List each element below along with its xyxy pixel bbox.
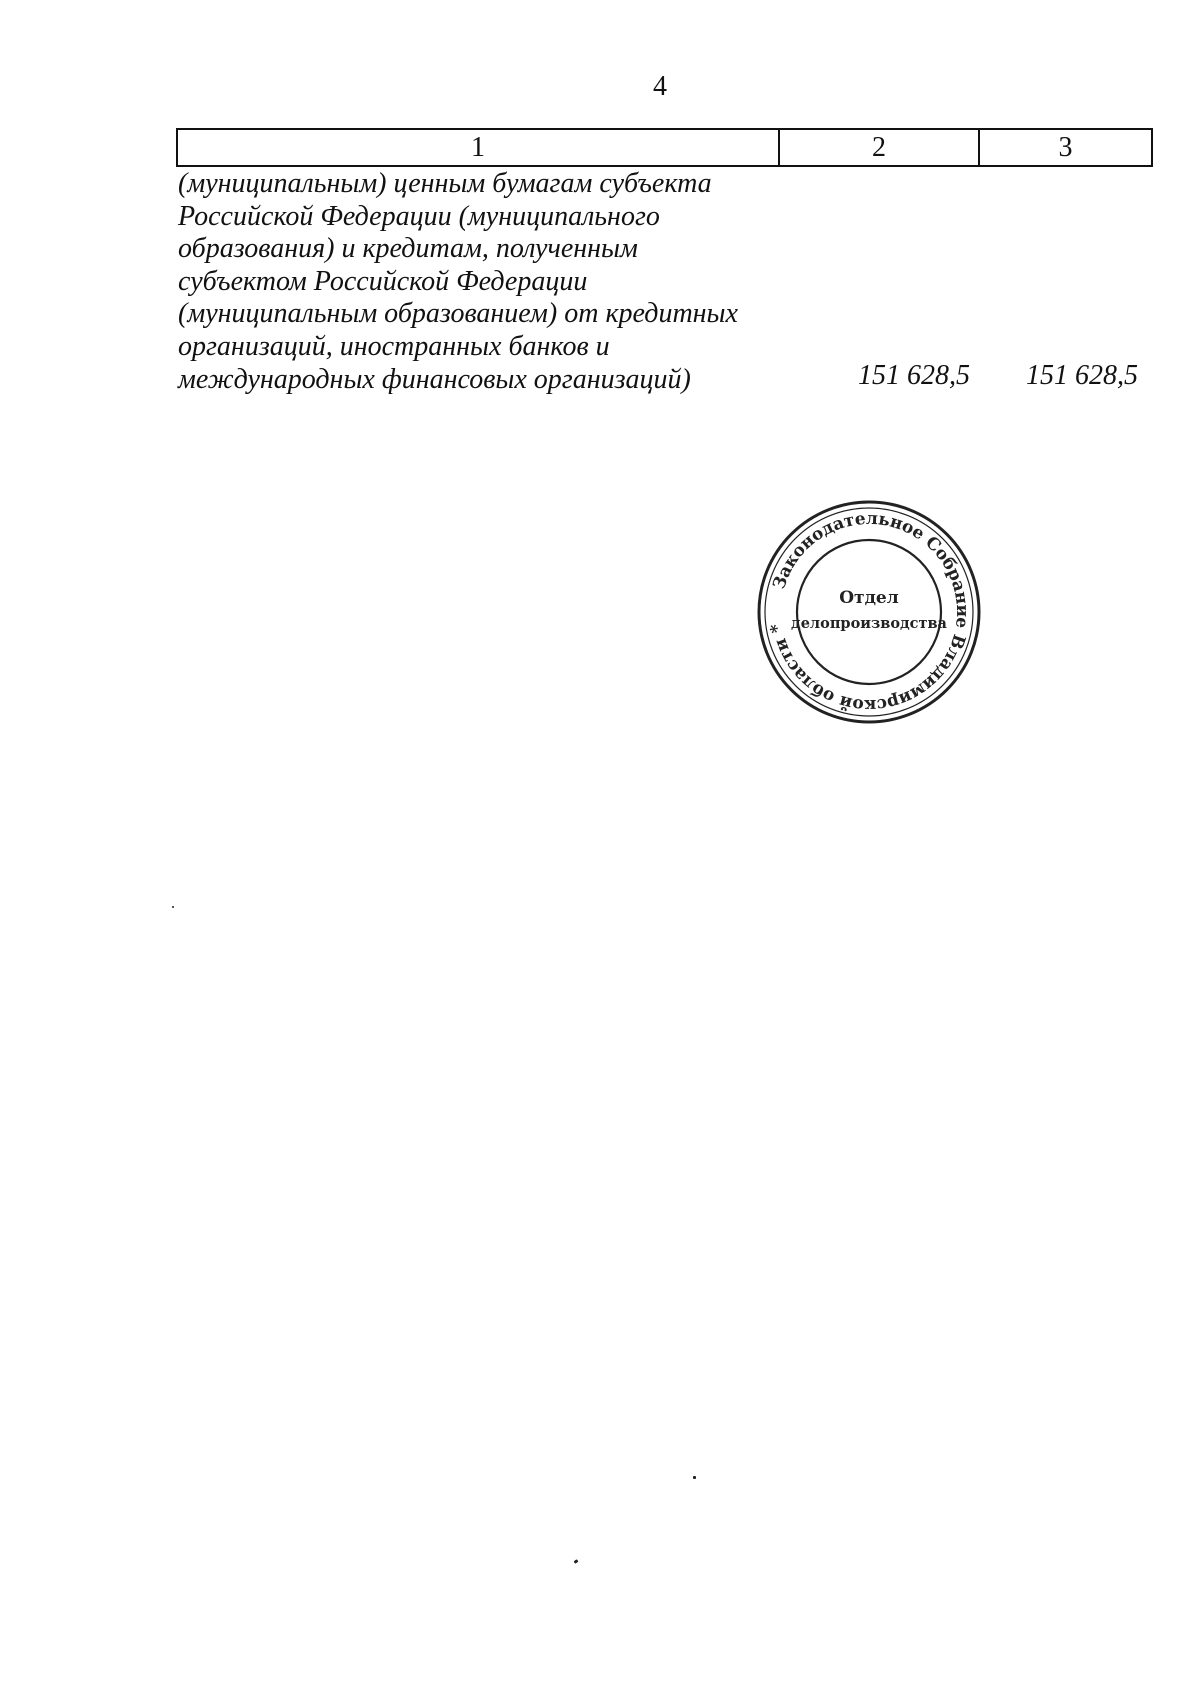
- stamp-ring-text: Законодательное Собрание Владимирской области *: [766, 508, 973, 716]
- row-description-line: (муниципальным образованием) от кредитных: [178, 298, 738, 330]
- column-header-3: 3: [979, 129, 1152, 166]
- scan-speck: [574, 1559, 579, 1564]
- stamp-center-line-2: делопроизводства: [791, 615, 947, 632]
- row-description-line: Российской Федерации (муниципального: [178, 200, 660, 232]
- row-description-line: образования) и кредитам, полученным: [178, 233, 638, 265]
- row-description-line: субъектом Российской Федерации: [178, 265, 588, 297]
- table-header-row: [177, 129, 1152, 166]
- table-header: [176, 128, 1153, 167]
- column-header-2: 2: [779, 129, 979, 166]
- page-number: 4: [653, 71, 667, 102]
- scan-speck: [693, 1476, 696, 1479]
- scan-speck: [172, 906, 174, 908]
- official-stamp: [754, 497, 984, 727]
- row-description-line: (муниципальным) ценным бумагам субъекта: [178, 168, 712, 199]
- column-header-1: 1: [177, 129, 779, 166]
- row-value-column-3: 151 628,5: [1026, 360, 1138, 391]
- row-description-line: организаций, иностранных банков и: [178, 330, 610, 362]
- row-value-column-2: 151 628,5: [858, 360, 970, 391]
- row-description-line: международных финансовых организаций): [178, 363, 691, 395]
- stamp-seal-icon: [754, 497, 984, 727]
- row-description: [178, 168, 778, 396]
- stamp-center-line-1: Отдел: [839, 588, 899, 608]
